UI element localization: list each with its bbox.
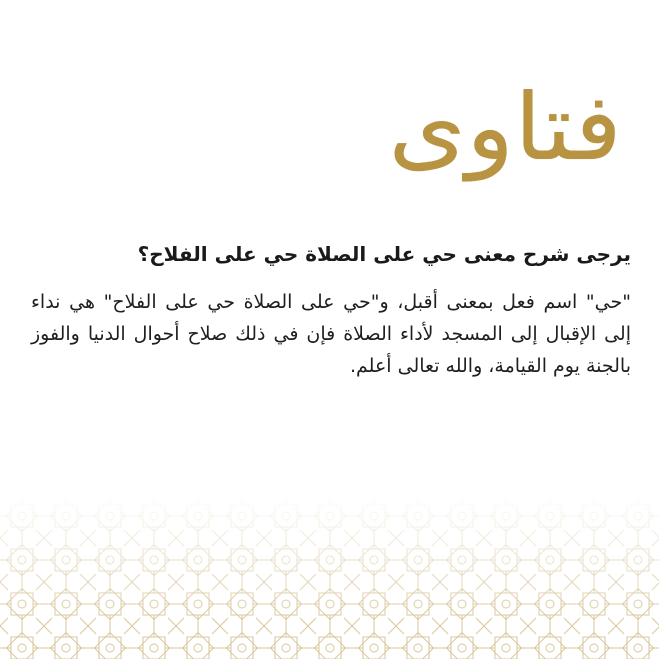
fatawa-logo-text: فتاوى [388, 74, 622, 181]
fatwa-question: يرجى شرح معنى حي على الصلاة حي على الفلاح؟ [137, 242, 631, 266]
geometric-pattern-icon [0, 494, 659, 659]
fatwa-answer: "حي" اسم فعل بمعنى أقبل، و"حي على الصلاة حي على الفلاح" هي نداء إلى الإقبال إلى المسجد لأداء الصلاة فإن في ذلك صلاح أحوال الدنيا والفوز بالجنة يوم القيامة، والله تعالى أعلم. [31, 291, 631, 377]
fatawa-logo [390, 68, 620, 188]
